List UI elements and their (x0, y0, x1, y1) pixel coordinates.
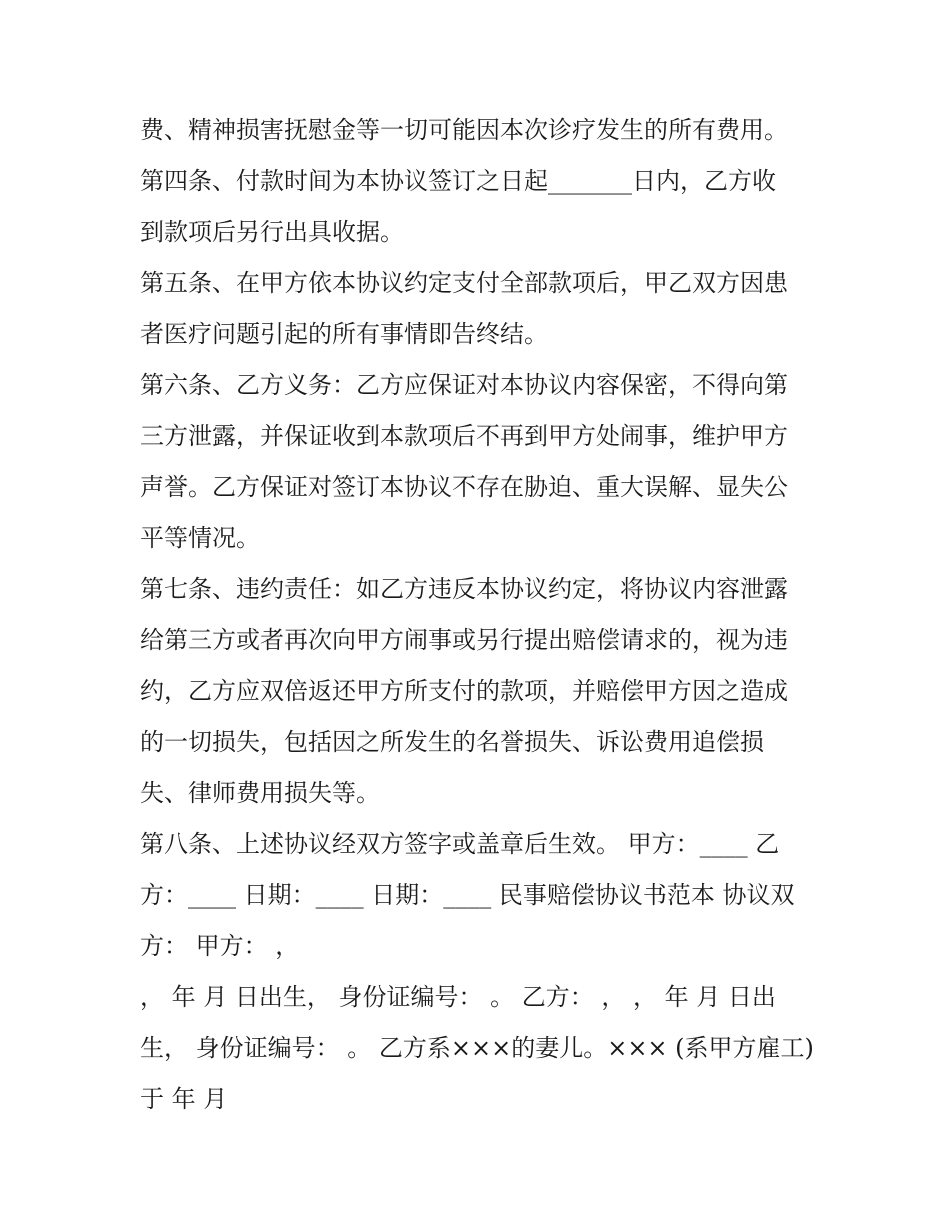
text-line: 第七条、违约责任：如乙方违反本协议约定，将协议内容泄露 (140, 575, 788, 603)
text-line: 平等情况。 (140, 524, 260, 552)
text-line: 失、律师费用损失等。 (140, 779, 380, 807)
text-line: 第八条、上述协议经双方签字或盖章后生效。 甲方：____ 乙 (140, 830, 780, 858)
text-line: 第五条、在甲方依本协议约定支付全部款项后，甲乙双方因患 (140, 269, 788, 297)
text-line: 者医疗问题引起的所有事情即告终结。 (140, 320, 548, 348)
text-line: 的一切损失，包括因之所发生的名誉损失、诉讼费用追偿损 (140, 728, 764, 756)
text-line: 第六条、乙方义务：乙方应保证对本协议内容保密，不得向第 (140, 371, 788, 399)
text-line: 约，乙方应双倍返还甲方所支付的款项，并赔偿甲方因之造成 (140, 677, 788, 705)
text-line: ， 年 月 日出生， 身份证编号： 。 乙方： ， ， 年 月 日出 (140, 983, 776, 1011)
text-line: 给第三方或者再次向甲方闹事或另行提出赔偿请求的，视为违 (140, 626, 788, 654)
text-line: 到款项后另行出具收据。 (140, 218, 404, 246)
text-line: 于 年 月 (140, 1085, 228, 1113)
text-line: 生， 身份证编号： 。 乙方系×××的妻儿。××× (系甲方雇工) (140, 1034, 814, 1062)
text-line: 三方泄露，并保证收到本款项后不再到甲方处闹事，维护甲方 (140, 422, 788, 450)
text-line: 方： 甲方： ， (140, 932, 300, 960)
text-line: 第四条、付款时间为本协议签订之日起_______日内，乙方收 (140, 167, 776, 195)
text-line: 费、精神损害抚慰金等一切可能因本次诊疗发生的所有费用。 (140, 116, 788, 144)
text-line: 方：____ 日期：____ 日期：____ 民事赔偿协议书范本 协议双 (140, 881, 795, 909)
document-body (140, 105, 820, 1125)
text-line: 声誉。乙方保证对签订本协议不存在胁迫、重大误解、显失公 (140, 473, 788, 501)
